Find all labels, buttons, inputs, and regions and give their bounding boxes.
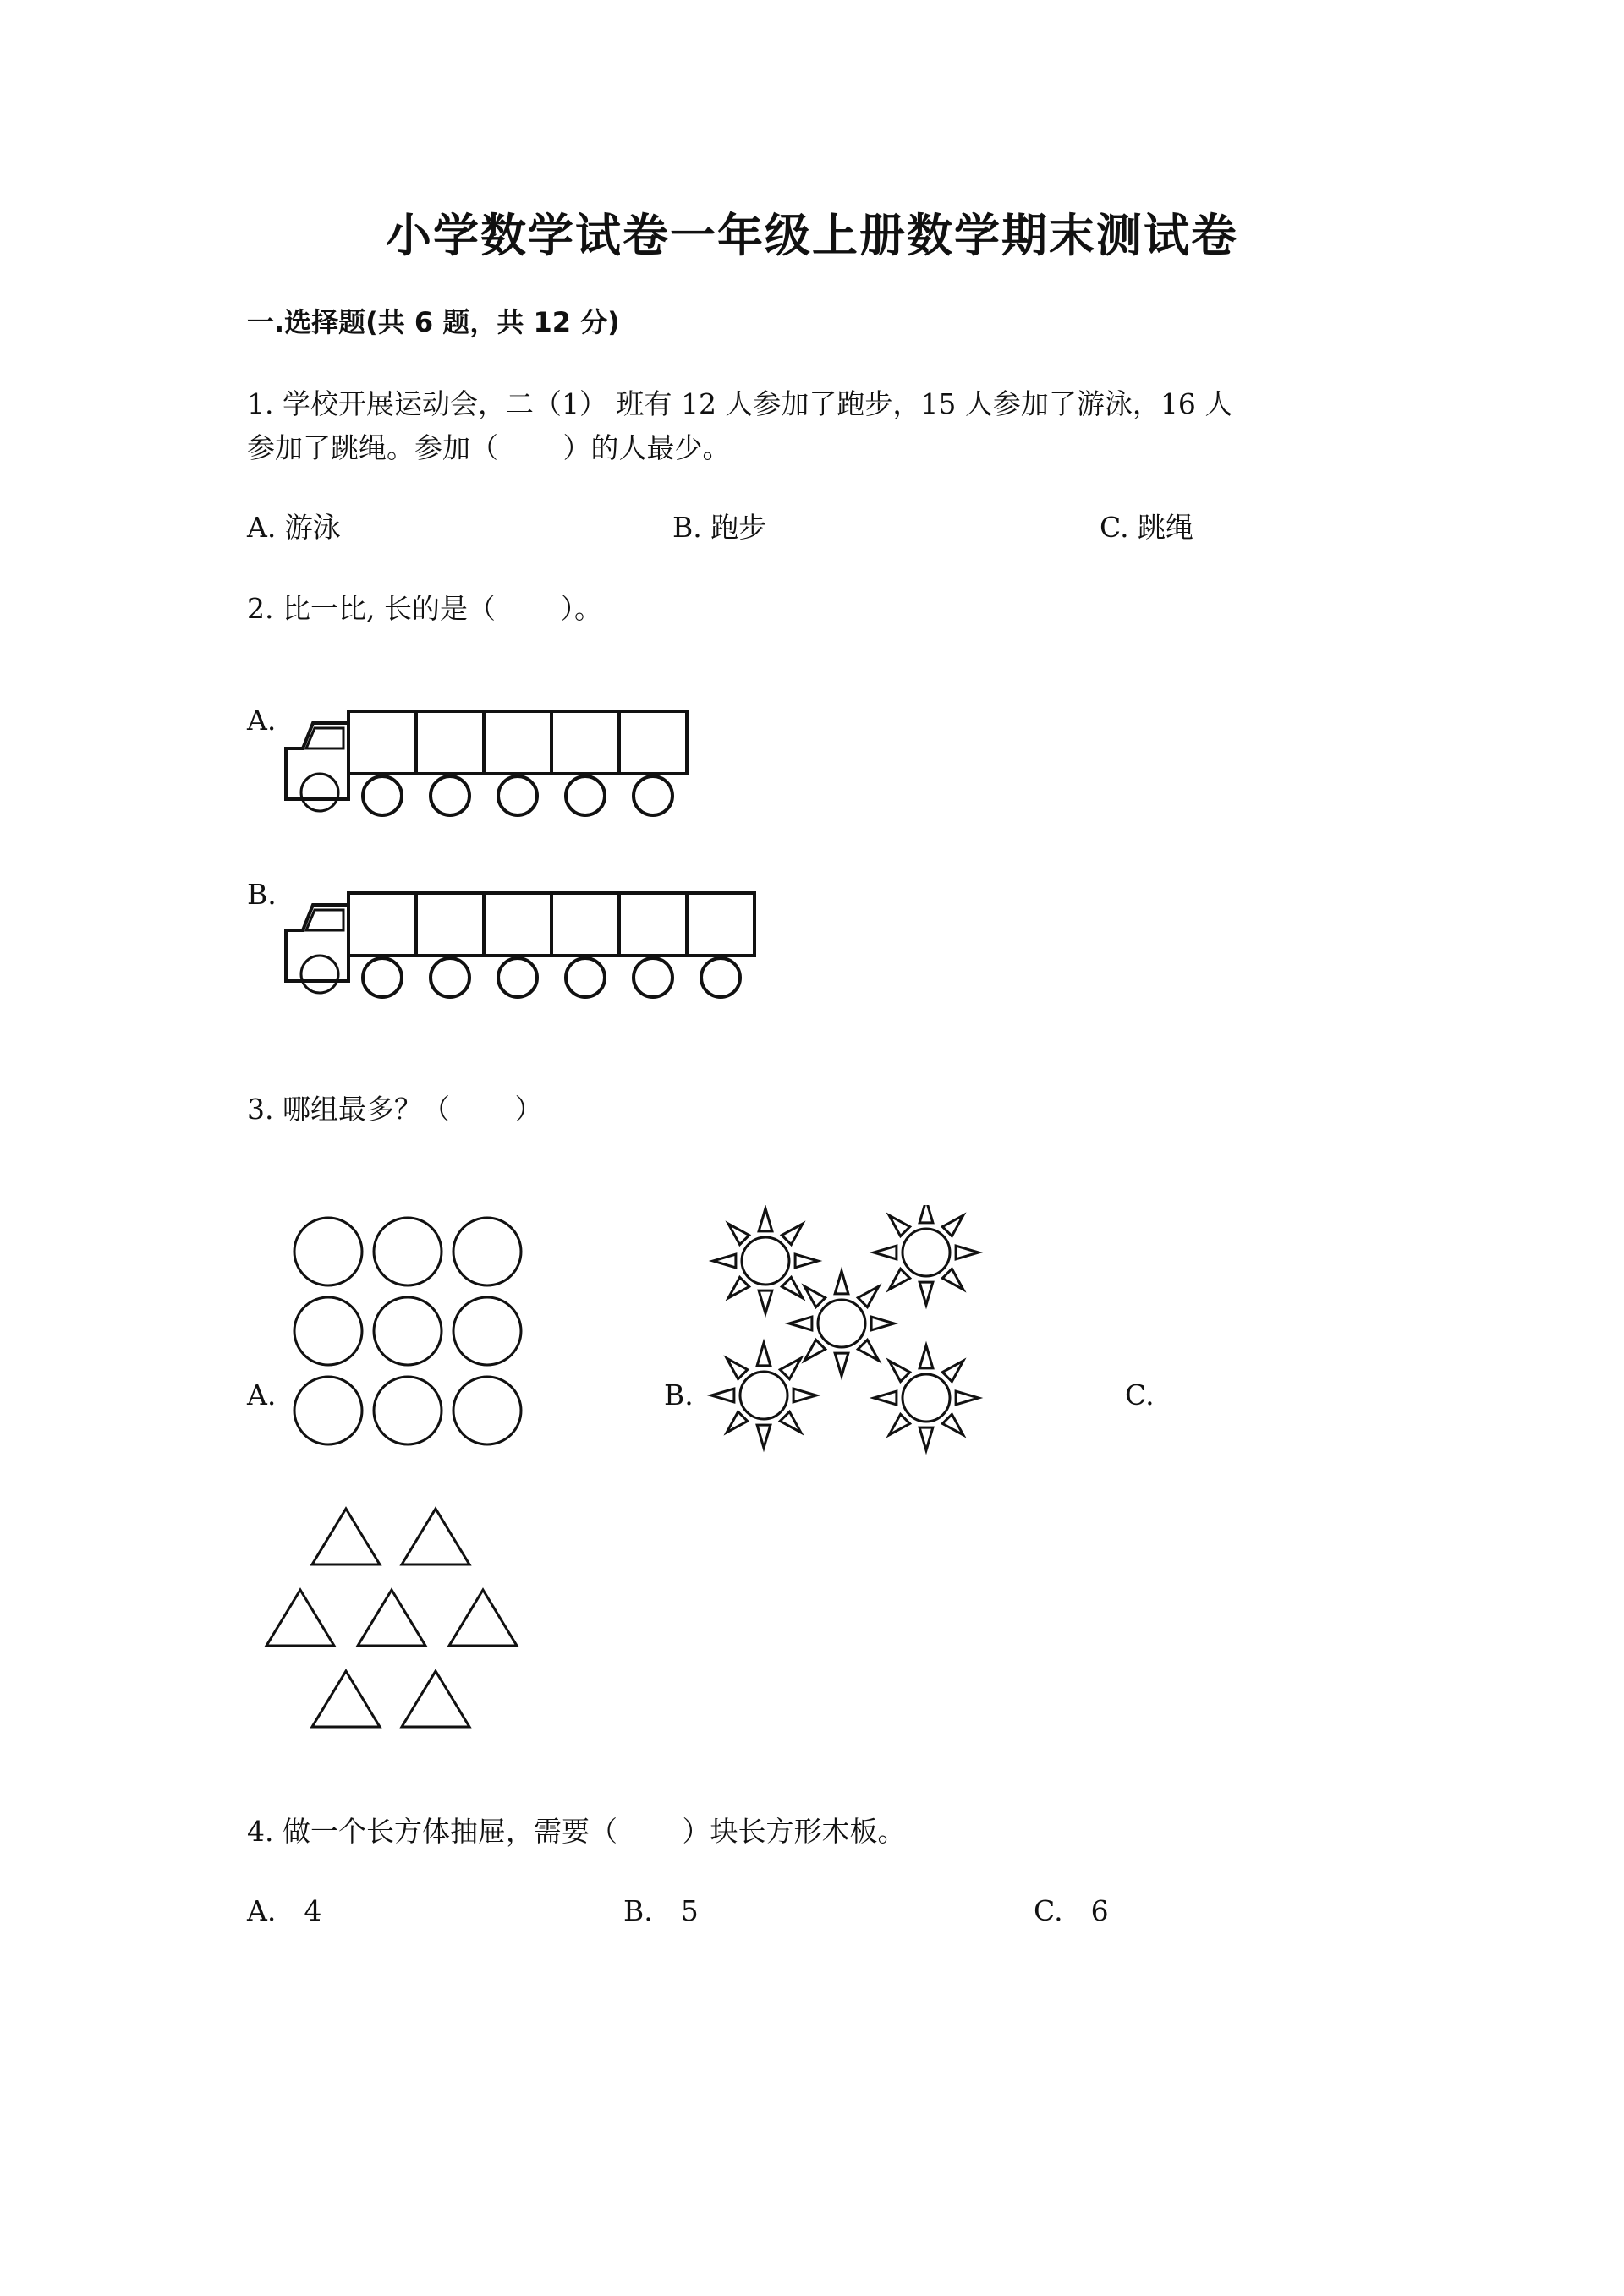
q1-option-c[interactable]: C. 跳绳 [1100, 511, 1194, 544]
q1-option-a[interactable]: A. 游泳 [247, 511, 341, 544]
sun-item [874, 1345, 979, 1450]
truck-b-cab [286, 905, 348, 981]
triangles-grid [266, 1509, 517, 1727]
q1-stem-line2: 参加了跳绳。参加（ ）的人最少。 [247, 431, 731, 464]
truck-b-figure [279, 879, 778, 1006]
truck-b-front-wheel [301, 956, 338, 993]
truck-b-cargo-box [619, 893, 687, 956]
truck-a-cargo-box [619, 711, 687, 774]
q3-option-c[interactable]: C. [1125, 1378, 1155, 1411]
sun-item [874, 1205, 979, 1305]
circle-item [294, 1377, 362, 1444]
q2-option-a[interactable]: A. [247, 704, 277, 737]
truck-a-wheel [634, 776, 672, 815]
q4-option-a[interactable]: A. 4 [247, 1894, 322, 1927]
sun-item [789, 1271, 894, 1376]
truck-a-wheel [431, 776, 469, 815]
circle-item [374, 1377, 442, 1444]
q3-option-a[interactable]: A. [247, 1378, 277, 1411]
triangle-item [312, 1509, 380, 1564]
truck-a-wheels [363, 776, 672, 815]
circles-group-figure [279, 1209, 533, 1455]
truck-a-cargo-box [551, 711, 619, 774]
truck-b-cargo-box [551, 893, 619, 956]
truck-b-wheel [634, 958, 672, 997]
sun-item [713, 1208, 818, 1313]
circle-item [374, 1297, 442, 1365]
suns-grid [711, 1205, 979, 1450]
truck-b-wheel [498, 958, 537, 997]
q3-stem: 3. 哪组最多？（ ） [247, 1093, 543, 1126]
q2-stem: 2. 比一比, 长的是（ ）。 [247, 592, 602, 625]
truck-b-cargo-box [484, 893, 551, 956]
truck-b-wheel [566, 958, 605, 997]
truck-a-figure [279, 698, 710, 825]
circles-grid [294, 1218, 521, 1444]
circle-item [453, 1377, 521, 1444]
truck-a-wheel [566, 776, 605, 815]
triangle-item [312, 1671, 380, 1727]
triangle-item [358, 1590, 425, 1646]
truck-b-wheel [363, 958, 402, 997]
q4-stem: 4. 做一个长方体抽屉，需要（ ）块长方形木板。 [247, 1815, 906, 1848]
truck-b-cargo-box [687, 893, 754, 956]
page-title: 小学数学试卷一年级上册数学期末测试卷 [386, 209, 1238, 262]
q1-option-b[interactable]: B. 跑步 [672, 511, 767, 544]
truck-a-cargo-box [416, 711, 484, 774]
circle-item [453, 1297, 521, 1365]
truck-b-window [306, 910, 343, 930]
circle-item [294, 1297, 362, 1365]
truck-b-cargo-boxes [348, 893, 754, 956]
truck-a-front-wheel [301, 774, 338, 811]
truck-a-wheel [363, 776, 402, 815]
triangle-item [266, 1590, 334, 1646]
truck-a-cargo-box [348, 711, 416, 774]
q4-option-b[interactable]: B. 5 [623, 1894, 699, 1927]
sun-item [711, 1343, 816, 1448]
q3-option-b[interactable]: B. [664, 1378, 694, 1411]
circle-item [294, 1218, 362, 1285]
suns-group-figure [706, 1205, 994, 1459]
truck-b-wheel [701, 958, 740, 997]
truck-b-wheels [363, 958, 740, 997]
truck-a-window [306, 728, 343, 748]
q1-stem-line1: 1. 学校开展运动会，二（1） 班有 12 人参加了跑步，15 人参加了游泳，16 人 [247, 387, 1233, 420]
q4-option-c[interactable]: C. 6 [1034, 1894, 1109, 1927]
q2-option-b[interactable]: B. [247, 878, 277, 911]
truck-b-wheel [431, 958, 469, 997]
triangles-group-figure [258, 1497, 537, 1734]
triangle-item [402, 1509, 469, 1564]
truck-b-cargo-box [348, 893, 416, 956]
circle-item [374, 1218, 442, 1285]
triangle-item [449, 1590, 517, 1646]
truck-b-cargo-box [416, 893, 484, 956]
section-heading: 一.选择题(共 6 题，共 12 分) [247, 306, 620, 338]
truck-a-cargo-box [484, 711, 551, 774]
truck-a-wheel [498, 776, 537, 815]
triangle-item [402, 1671, 469, 1727]
truck-a-cargo-boxes [348, 711, 687, 774]
circle-item [453, 1218, 521, 1285]
truck-a-cab [286, 723, 348, 799]
